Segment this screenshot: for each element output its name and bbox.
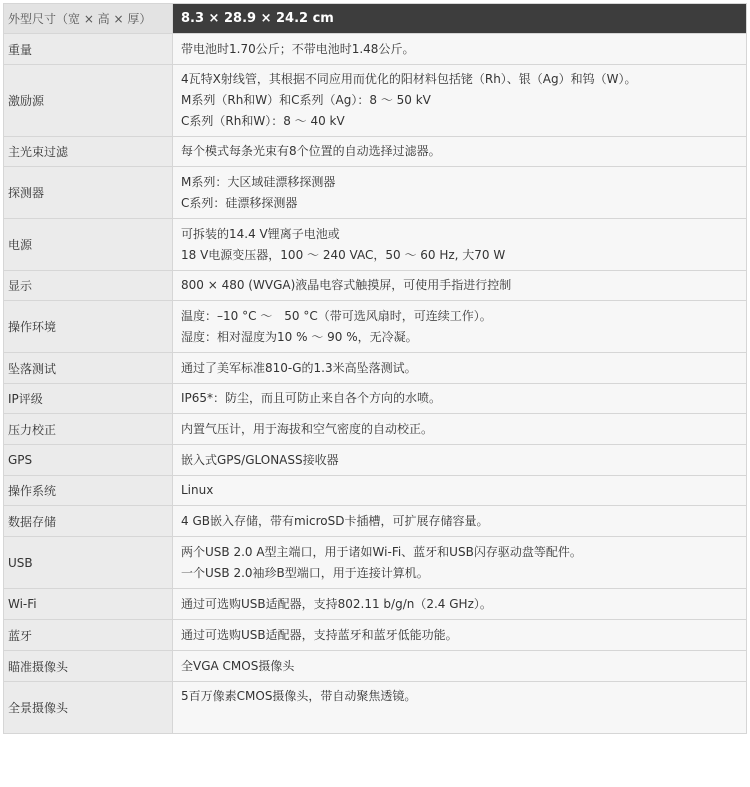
spec-value [173, 651, 747, 682]
spec-value-line: M系列（Rh和W）和C系列（Ag）：8 ～ 50 kV [181, 93, 431, 107]
spec-table-body [4, 4, 747, 734]
spec-value [173, 219, 747, 271]
spec-row [4, 65, 747, 137]
spec-row [4, 476, 747, 506]
spec-row [4, 682, 747, 734]
spec-value-line: 嵌入式GPS/GLONASS接收器 [181, 452, 339, 467]
spec-value-line: 4 GB嵌入存储，带有microSD卡插槽，可扩展存储容量。 [181, 513, 489, 528]
spec-value [173, 353, 747, 384]
spec-row [4, 414, 747, 445]
spec-value [173, 589, 747, 620]
spec-value-line: 每个模式每条光束有8个位置的自动选择过滤器。 [181, 144, 441, 158]
spec-label: 瞄准摄像头 [4, 651, 173, 682]
spec-value [173, 476, 747, 506]
spec-value [173, 4, 747, 34]
spec-value-line: C系列（Rh和W）：8 ～ 40 kV [181, 114, 345, 128]
spec-value-line: C系列：硅漂移探测器 [181, 195, 298, 210]
spec-value [173, 682, 747, 734]
spec-value-line: 可拆装的14.4 V锂离子电池或 [181, 226, 340, 241]
spec-value [173, 537, 747, 589]
spec-label: USB [4, 537, 173, 589]
spec-value [173, 384, 747, 414]
spec-value-line: IP65*：防尘，而且可防止来自各个方向的水喷。 [181, 391, 442, 405]
spec-label: 压力校正 [4, 414, 173, 445]
spec-label: 重量 [4, 34, 173, 65]
spec-label: 激励源 [4, 65, 173, 137]
spec-label: 操作环境 [4, 301, 173, 353]
spec-label: 外型尺寸（宽 × 高 × 厚） [4, 4, 173, 34]
spec-value-line: 8.3 × 28.9 × 24.2 cm [181, 11, 334, 26]
spec-row [4, 506, 747, 537]
spec-value-line: 18 V电源变压器，100 ～ 240 VAC，50 ～ 60 Hz, 大70 W [181, 247, 506, 262]
spec-row [4, 445, 747, 476]
spec-value-line: 内置气压计，用于海拔和空气密度的自动校正。 [181, 421, 434, 436]
spec-row [4, 137, 747, 167]
spec-row [4, 651, 747, 682]
spec-label: 全景摄像头 [4, 682, 173, 734]
spec-row [4, 167, 747, 219]
spec-value-line: 通过可选购USB适配器，支持蓝牙和蓝牙低能功能。 [181, 627, 458, 642]
spec-row [4, 384, 747, 414]
spec-value [173, 506, 747, 537]
spec-row [4, 219, 747, 271]
spec-row [4, 34, 747, 65]
spec-value-line: M系列：大区域硅漂移探测器 [181, 174, 336, 189]
spec-label: 主光束过滤 [4, 137, 173, 167]
spec-value-line: 800 × 480 (WVGA)液晶电容式触摸屏，可使用手指进行控制 [181, 278, 512, 292]
spec-row [4, 301, 747, 353]
spec-value-line: Linux [181, 483, 214, 497]
spec-row [4, 620, 747, 651]
spec-label: 探测器 [4, 167, 173, 219]
spec-value [173, 271, 747, 301]
spec-table [3, 3, 747, 734]
spec-label: 数据存储 [4, 506, 173, 537]
spec-value-line: 全VGA CMOS摄像头 [181, 658, 295, 673]
spec-value [173, 65, 747, 137]
spec-value-line: 通过可选购USB适配器，支持802.11 b/g/n（2.4 GHz）。 [181, 596, 492, 611]
spec-value [173, 301, 747, 353]
spec-value [173, 137, 747, 167]
spec-value [173, 167, 747, 219]
spec-label: GPS [4, 445, 173, 476]
spec-value-line: 湿度：相对湿度为10 % ～ 90 %，无冷凝。 [181, 329, 418, 344]
spec-label: 蓝牙 [4, 620, 173, 651]
spec-row [4, 4, 747, 34]
spec-label: Wi-Fi [4, 589, 173, 620]
spec-row [4, 353, 747, 384]
spec-label: 电源 [4, 219, 173, 271]
spec-value-line: 温度：–10 °C ～ 50 °C（带可选风扇时，可连续工作）。 [181, 308, 492, 323]
spec-value-line: 4瓦特X射线管，其根据不同应用而优化的阳材料包括铑（Rh）、银（Ag）和钨（W）。 [181, 72, 637, 86]
spec-value-line: 5百万像素CMOS摄像头，带自动聚焦透镜。 [181, 689, 417, 703]
spec-row [4, 589, 747, 620]
spec-value [173, 34, 747, 65]
spec-label: 操作系统 [4, 476, 173, 506]
spec-value-line: 带电池时1.70公斤；不带电池时1.48公斤。 [181, 41, 415, 56]
spec-value [173, 445, 747, 476]
spec-value [173, 620, 747, 651]
spec-label: 显示 [4, 271, 173, 301]
spec-value-line: 两个USB 2.0 A型主端口，用于诸如Wi-Fi、蓝牙和USB闪存驱动盘等配件。 [181, 544, 582, 559]
spec-label: IP评级 [4, 384, 173, 414]
spec-row [4, 537, 747, 589]
spec-label: 坠落测试 [4, 353, 173, 384]
spec-value-line: 通过了美军标准810-G的1.3米高坠落测试。 [181, 360, 417, 375]
spec-row [4, 271, 747, 301]
spec-value-line: 一个USB 2.0袖珍B型端口，用于连接计算机。 [181, 565, 429, 580]
spec-value [173, 414, 747, 445]
